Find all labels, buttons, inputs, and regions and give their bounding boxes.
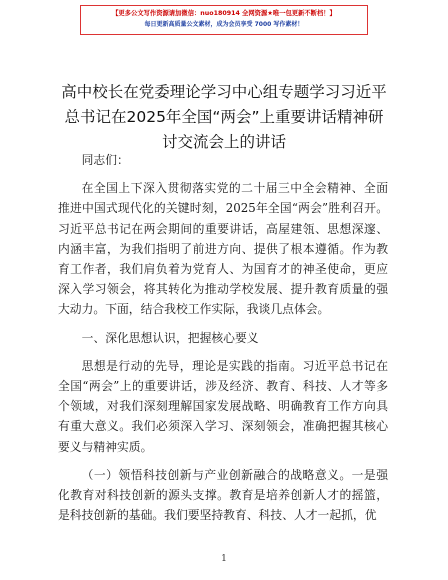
paragraph-3: （一）领悟科技创新与产业创新融合的战略意义。一是强化教育对科技创新的源头支撑。教育是培养创新人才的摇篮，是科技创新的基础。我们要坚持教育、科技、人才一起抓，优 [58, 467, 388, 523]
salutation: 同志们： [81, 153, 129, 167]
section-heading-1: 一、深化思想认识，把握核心要义 [81, 330, 259, 345]
paragraph-2: 思想是行动的先导，理论是实践的指南。习近平总书记在全国“两会”上的重要讲话，涉及经济、教育、科技、人才等多个领域，对我们深刻理解国家发展战略、明确教育工作方向具有重大意义。我们必须深入学习、深刻领会，准确把握其核心要义与精神实质。 [58, 358, 388, 454]
paragraph-intro: 在全国上下深入贯彻落实党的二十届三中全会精神、全面推进中国式现代化的关键时刻，2025年全国“两会”胜利召开。习近平总书记在两会期间的重要讲话，高屋建瓴、思想深邃、内涵丰富，为我们指明了前进方向、提供了根本遵循。作为教育工作者，我们肩负着为党育人、为国育才的神圣使命，更应深入学习领会，将其转化为推动学校发展、提升教育质量的强大动力。下面，结合我校工作实际，我谈几点体会。 [58, 181, 388, 317]
document-title: 高中校长在党委理论学习中心组专题学习习近平总书记在2025年全国“两会”上重要讲话精神研讨交流会上的讲话 [61, 83, 387, 151]
promo-banner-line1: 【更多公文写作资源请加微信：nuo180914 全网资源★唯一包更新不断档！】 [112, 10, 336, 17]
document-body [58, 150, 388, 533]
page-number: 1 [221, 554, 227, 564]
promo-banner [80, 5, 368, 35]
promo-banner-line2: 每日更新高质量公文素材，成为会员享受 7000 写作素材！ [144, 21, 304, 28]
